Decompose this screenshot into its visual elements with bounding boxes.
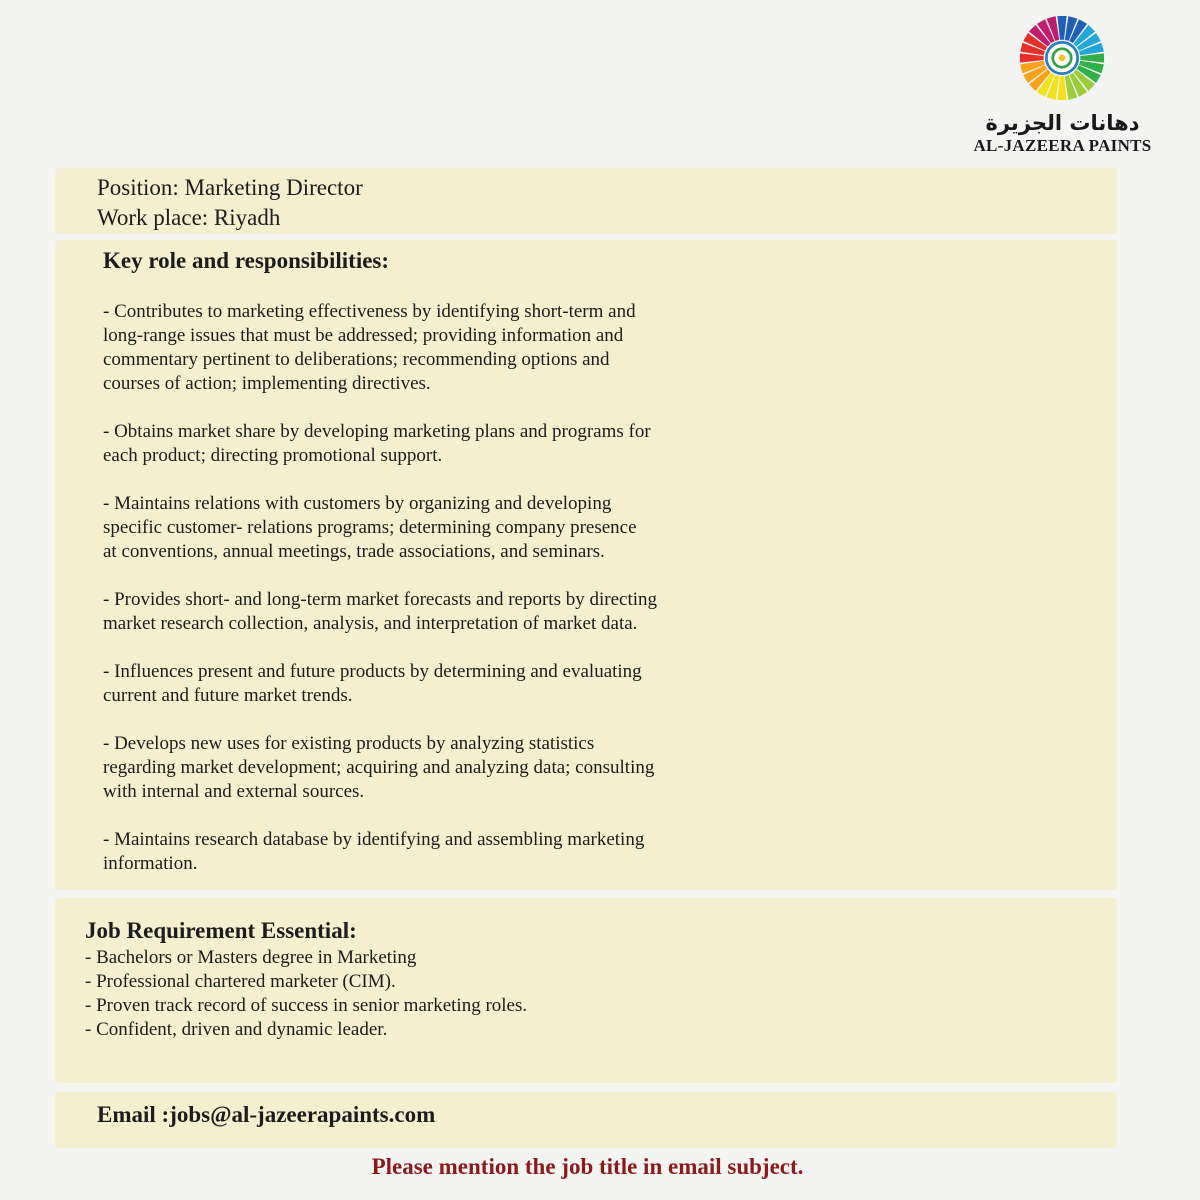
- responsibility-item: - Influences present and future products by determining and evaluating current and future market trends.: [103, 661, 642, 706]
- position-title: Position: Marketing Director: [97, 175, 363, 200]
- position-panel: [55, 168, 1117, 234]
- workplace: Work place: Riyadh: [97, 205, 281, 230]
- email-panel: [55, 1092, 1117, 1148]
- logo-english-name: AL-JAZEERA PAINTS: [973, 136, 1152, 155]
- responsibility-item: - Maintains relations with customers by organizing and developing specific customer- relations programs; determining company presence at conventions, annual meetings, trade associations, and seminars.: [103, 493, 637, 562]
- contact-email: Email :jobs@al-jazeerapaints.com: [97, 1102, 436, 1127]
- requirement-item: - Proven track record of success in senior marketing roles.: [85, 995, 528, 1016]
- requirement-item: - Bachelors or Masters degree in Marketing: [85, 947, 417, 968]
- company-logo: [955, 12, 1170, 162]
- responsibilities-list: [103, 300, 743, 900]
- responsibility-item: - Provides short- and long-term market forecasts and reports by directing market research collection, analysis, and interpretation of market data.: [103, 589, 658, 634]
- sunburst-logo-icon: [1016, 12, 1108, 104]
- requirements-list: [85, 946, 527, 1042]
- responsibility-item: - Obtains market share by developing marketing plans and programs for each product; directing promotional support.: [103, 421, 651, 466]
- logo-arabic-name: دهانات الجزيرة: [985, 111, 1140, 135]
- requirements-heading: Job Requirement Essential:: [85, 918, 357, 943]
- requirements-panel: [55, 898, 1117, 1083]
- email-subject-note: Please mention the job title in email subject.: [371, 1154, 804, 1179]
- requirement-item: - Professional chartered marketer (CIM).: [85, 971, 396, 992]
- responsibilities-panel: [55, 240, 1117, 890]
- responsibility-item: - Contributes to marketing effectiveness by identifying short-term and long-range issues that must be addressed; providing information and commentary pertinent to deliberations; recommending options and courses of action; implementing directives.: [103, 301, 636, 394]
- requirement-item: - Confident, driven and dynamic leader.: [85, 1019, 388, 1040]
- responsibility-item: - Maintains research database by identifying and assembling marketing information.: [103, 829, 645, 874]
- responsibility-item: - Develops new uses for existing products by analyzing statistics regarding market development; acquiring and analyzing data; consulting with internal and external sources.: [103, 733, 655, 802]
- responsibilities-heading: Key role and responsibilities:: [103, 248, 390, 273]
